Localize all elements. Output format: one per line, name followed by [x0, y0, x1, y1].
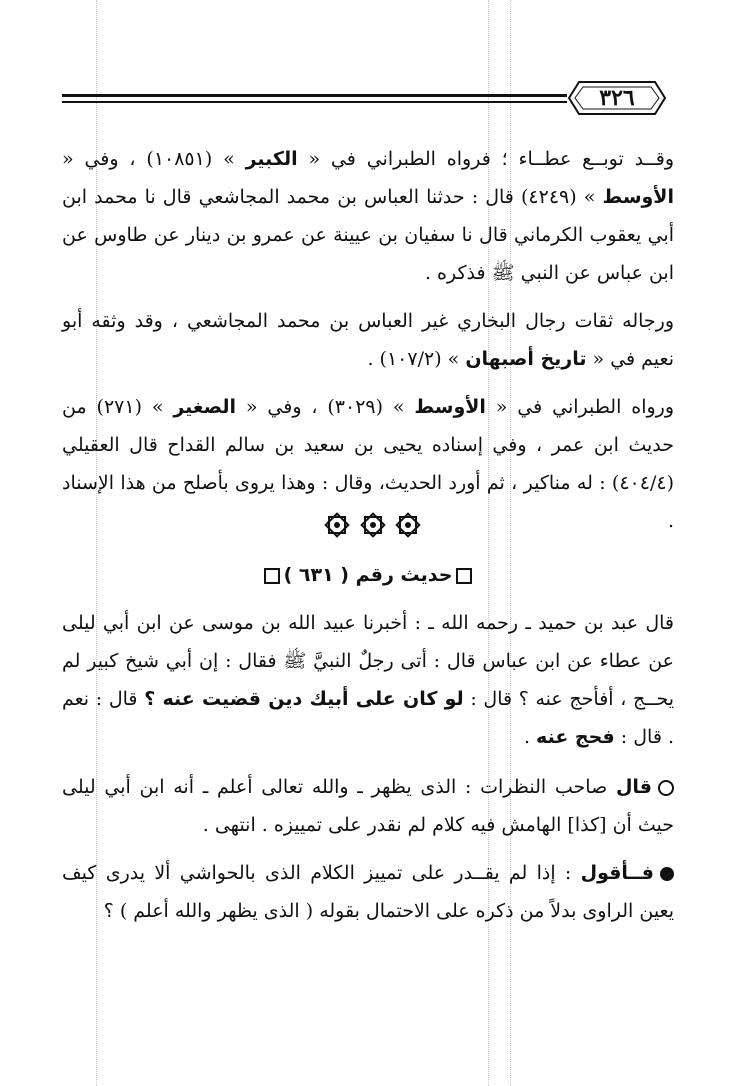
text-run: وقــد توبــع عطــاء ؛ فرواه الطبراني في «: [297, 148, 674, 170]
square-bullet-icon: [456, 568, 472, 584]
text-run: صاحب النظرات : الذى يظهر ـ والله تعالى أعلم ـ أنه ابن أبي ليلى حيث أن [كذا] الهامش فيه كلام لم نقدر على تمييزه . انتهى .: [62, 776, 674, 836]
text-run: قال عبد بن حميد ـ رحمه الله ـ : أخبرنا عبيد الله بن موسى عن ابن أبي ليلى عن عطاء عن ابن عباس قال : أتى رجلٌ النبيَّ ﷺ فقال : إن أبي شيخ كبير لم يحــج ، أفأحج عنه ؟ قال :: [62, 612, 674, 710]
filled-circle-bullet-icon: [660, 867, 674, 881]
hadith-quote: فحج عنه: [536, 726, 615, 748]
paragraph-2: [62, 302, 674, 378]
paragraph-1: [62, 140, 674, 292]
text-run: ورجاله ثقات رجال البخاري غير العباس بن محمد المجاشعي ، وقد وثقه أبو نعيم في «: [62, 310, 674, 370]
lead-word: قال: [615, 776, 652, 798]
text-run: ورواه الطبراني في «: [485, 396, 675, 418]
hadith-heading-text: حديث رقم ( ٦٣١ ): [283, 564, 453, 586]
circle-bullet-icon: [658, 780, 674, 796]
text-run: » (٣٠٢٩) ، وفي «: [236, 396, 415, 418]
square-bullet-icon: [264, 568, 280, 584]
text-run: » (١٠٧/٢) .: [367, 348, 466, 370]
header-rule: [62, 101, 567, 103]
ornament-icon: [360, 512, 386, 542]
book-title: الأوسط: [602, 186, 674, 208]
hadith-heading: [62, 557, 674, 593]
page-header: [62, 78, 670, 118]
ornament-icon: [324, 512, 350, 542]
text-run: قال : نعم . قال :: [62, 688, 674, 748]
paragraph-5: [62, 768, 674, 844]
text-run: » (٢٧١) من حديث ابن عمر ، وفي إسناده يحيى بن سعيد بن سالم القداح قال العقيلي (٤٠٤/٤) : له مناكير ، ثم أورد الحديث، وقال : وهذا يروى بأصلح من هذا الإسناد .: [62, 396, 674, 532]
page-number-frame: [567, 78, 667, 118]
page-number: ٣٢٦: [599, 85, 635, 111]
text-run: » (٤٢٤٩) قال : حدثنا العباس بن محمد المجاشعي قال نا محمد ابن أبي يعقوب الكرماني قال نا سفيان بن عيينة عن عمرو بن دينار عن طاوس عن ابن عباس عن النبي ﷺ فذكره .: [62, 186, 674, 284]
book-title: الأوسط: [414, 396, 486, 418]
section-ornament: [0, 512, 745, 542]
book-title: تاريخ أصبهان: [465, 348, 587, 370]
text-run: .: [523, 726, 537, 748]
text-run: » (١٠٨٥١) ، وفي «: [62, 148, 246, 170]
text-run: : إذا لم يقــدر على تمييز الكلام الذى بالحواشي ألا يدرى كيف يعين الراوى بدلاً من ذكره على الاحتمال بقوله ( الذى يظهر والله أعلم ) ؟: [62, 862, 674, 922]
ornament-icon: [395, 512, 421, 542]
book-title: الكبير: [245, 148, 298, 170]
hadith-quote: لو كان على أبيك دين قضيت عنه ؟: [144, 688, 464, 710]
header-rule: [62, 94, 567, 97]
book-title: الصغير: [173, 396, 237, 418]
paragraph-6: [62, 854, 674, 930]
paragraph-4: [62, 604, 674, 756]
lead-word: فــأقول: [580, 862, 654, 884]
